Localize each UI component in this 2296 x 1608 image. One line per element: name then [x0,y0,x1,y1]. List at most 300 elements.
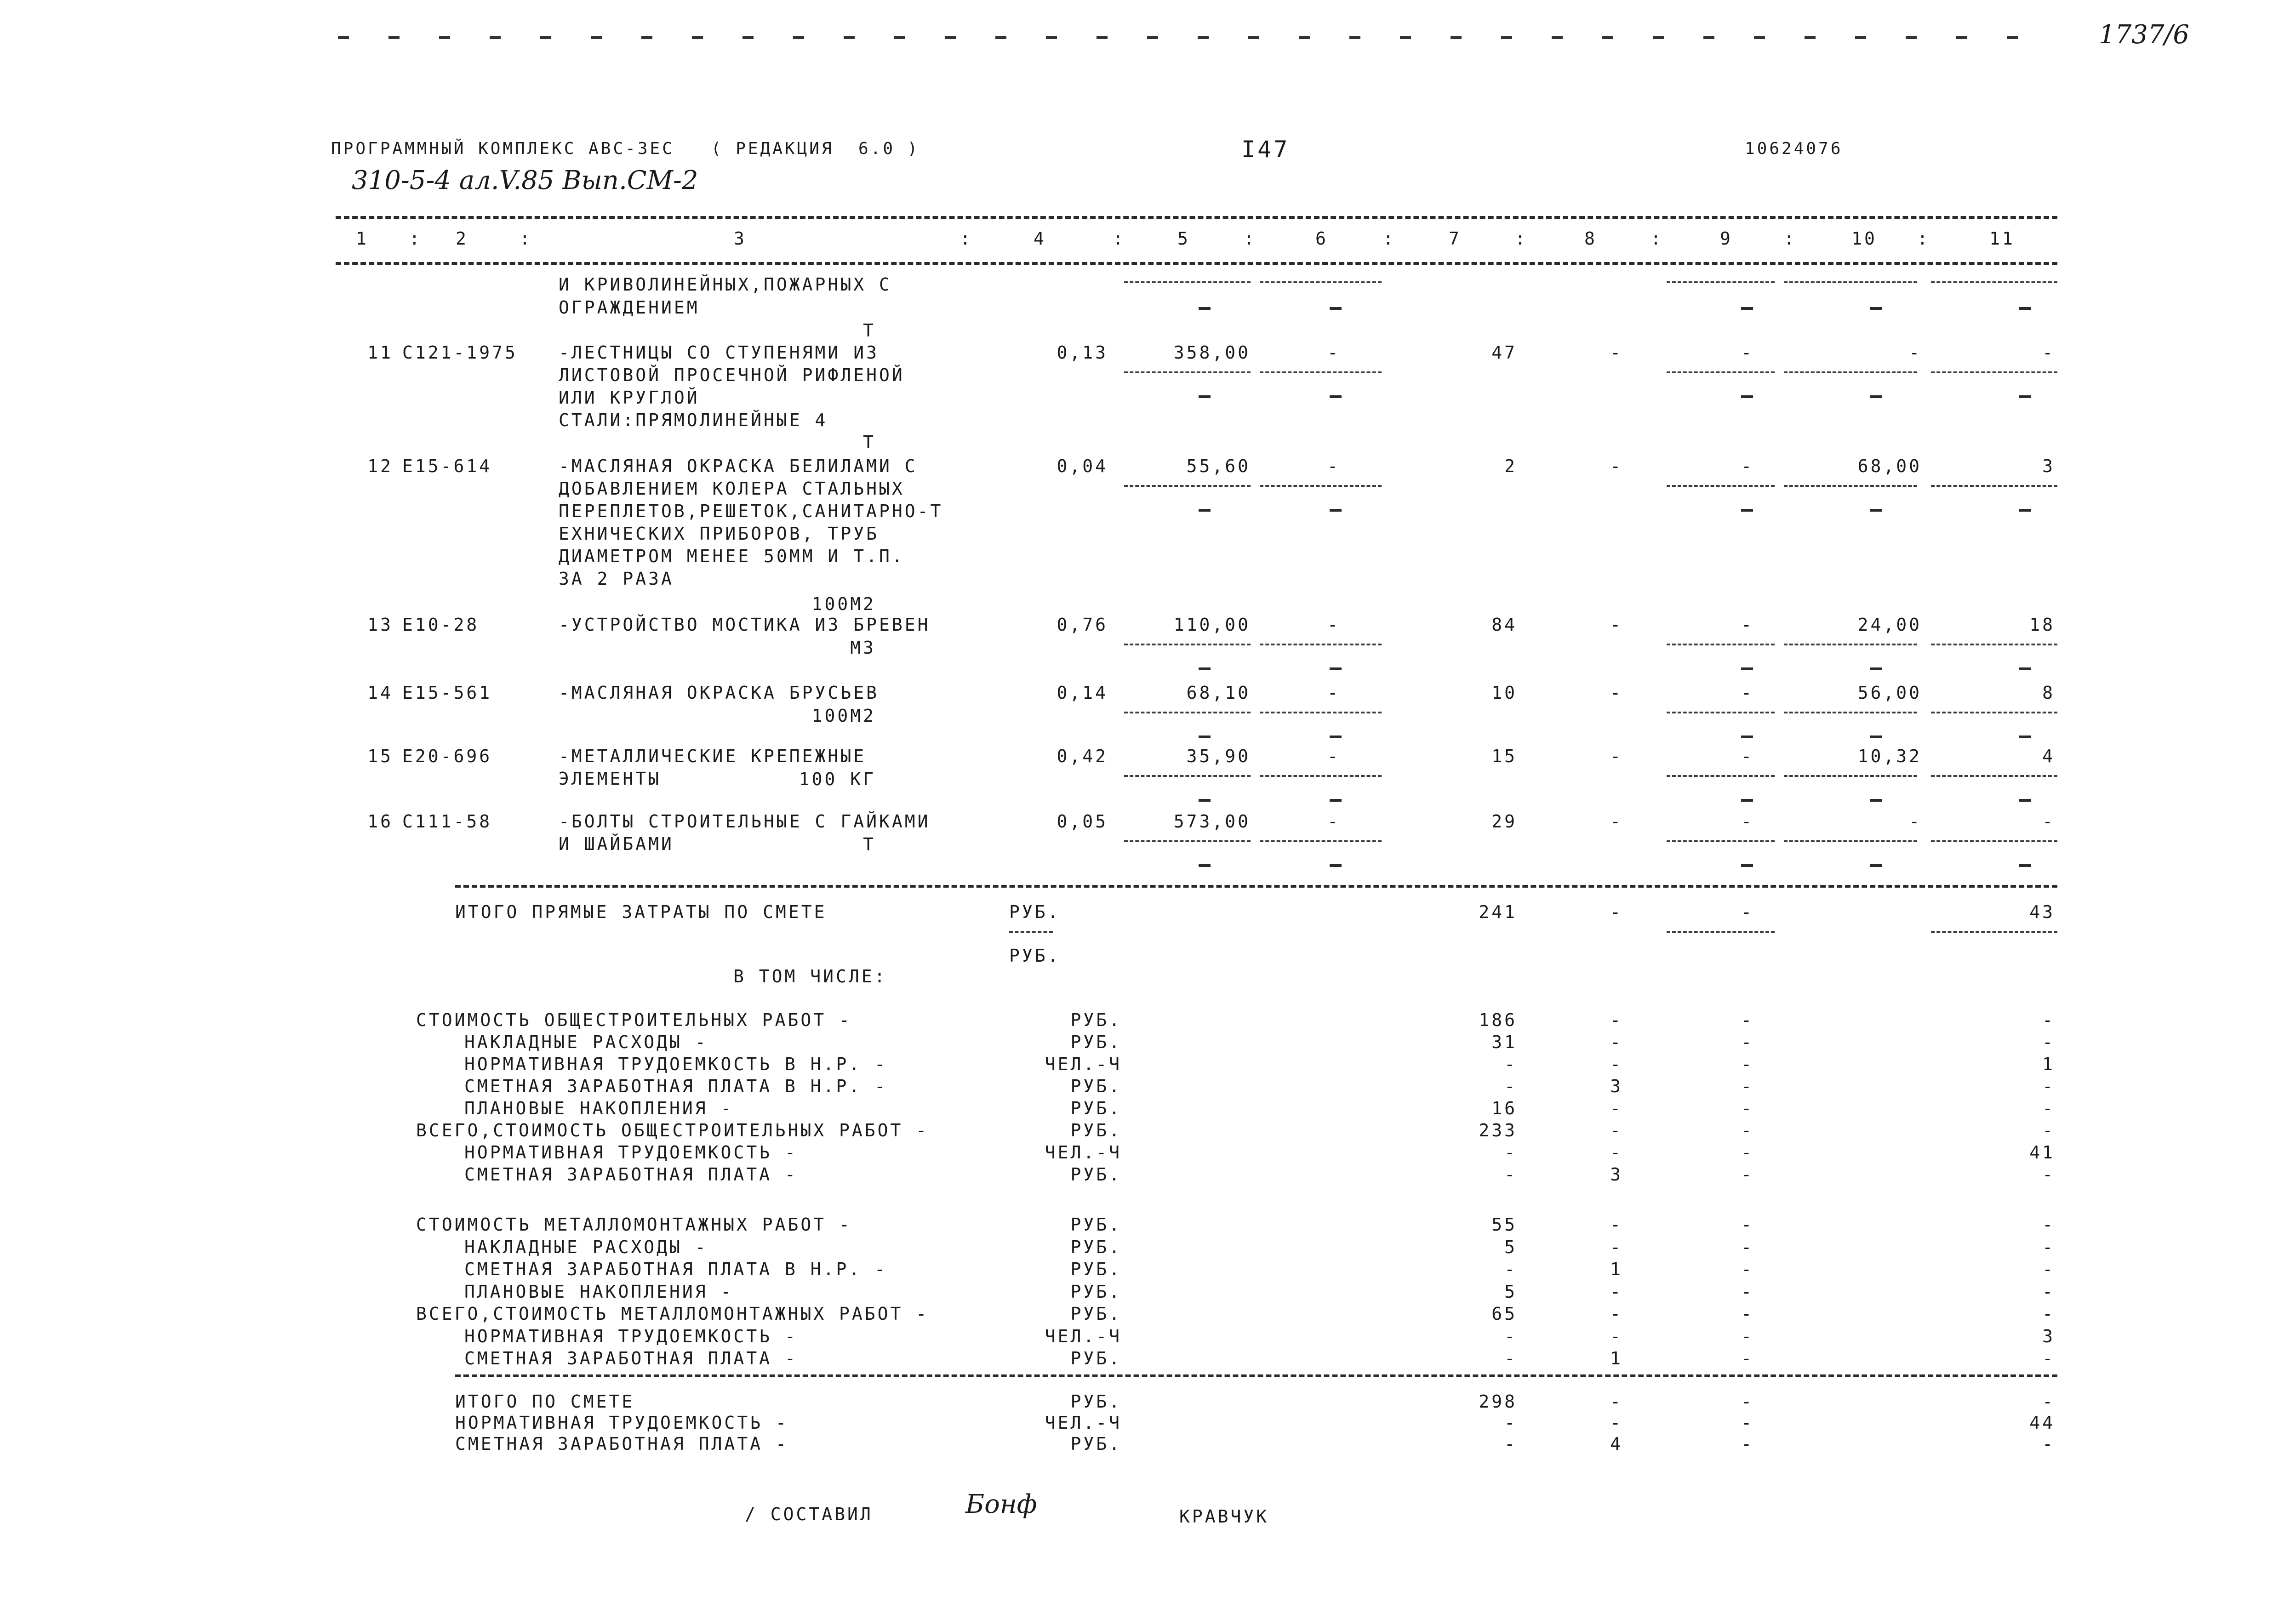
summary-col7: - [1504,1434,1517,1454]
item-col10: 10,32 [1857,746,1922,766]
summary-col11: - [2042,1281,2055,1302]
summary-label: ВСЕГО,СТОИМОСТЬ МЕТАЛЛОМОНТАЖНЫХ РАБОТ - [416,1304,929,1324]
summary-col7: - [1504,1326,1517,1346]
page-number: I47 [1241,136,1290,163]
item-code: С111-58 [402,811,492,832]
summary-col11: - [2042,1010,2055,1030]
summary-col9: - [1741,1391,1754,1412]
item-description: -УСТРОЙСТВО МОСТИКА ИЗ БРЕВЕН [559,615,931,635]
summary-col7: - [1504,1076,1517,1096]
edge-mark [641,36,652,39]
item-description: И ШАЙБАМИ [559,834,674,854]
summary-label: НОРМАТИВНАЯ ТРУДОЕМКОСТЬ - [464,1326,798,1346]
summary-col11: 41 [2029,1142,2055,1163]
summary-label: СМЕТНАЯ ЗАРАБОТНАЯ ПЛАТА - [464,1348,798,1369]
placeholder-dash [2019,667,2031,670]
summary-label: НОРМАТИВНАЯ ТРУДОЕМКОСТЬ - [464,1142,798,1163]
placeholder-dash [1870,736,1882,738]
summary-col8: - [1610,1413,1623,1433]
item-code: Е20-696 [402,746,492,766]
subtotal-rule [1260,712,1382,713]
item-code: Е15-561 [402,683,492,703]
item-col8: - [1610,746,1623,766]
summary-col11: - [2042,1164,2055,1185]
edge-mark [1451,36,1462,39]
placeholder-dash [2019,736,2031,738]
item-description: ДОБАВЛЕНИЕМ КОЛЕРА СТАЛЬНЫХ [559,479,905,499]
item-description: ОГРАЖДЕНИЕМ [559,297,700,318]
subtotal-rule [1931,371,2057,373]
subtotal-rule [1667,644,1775,645]
item-number: 14 [367,683,393,703]
item-description: ЭЛЕМЕНТЫ [559,769,662,789]
summary-col7: 233 [1479,1120,1517,1140]
summary-col7: - [1504,1054,1517,1074]
placeholder-dash [1741,736,1753,738]
item-number: 12 [367,456,393,476]
summary-col7: - [1504,1259,1517,1279]
edge-mark [1805,36,1816,39]
summary-col8: 1 [1610,1259,1623,1279]
dashed-rule [455,885,2057,888]
subtotal-rule [1124,775,1251,777]
subtotal-rule [1124,840,1251,842]
summary-col11: - [2042,1259,2055,1279]
placeholder-dash [2019,395,2031,398]
placeholder-dash [2019,307,2031,310]
placeholder-dash [1330,307,1342,310]
item-quantity: 0,13 [1057,342,1108,363]
placeholder-dash [1330,736,1342,738]
subtotal-rule [1784,840,1917,842]
column-separator: : [520,228,532,249]
edge-mark [1906,36,1917,39]
summary-label: СТОИМОСТЬ МЕТАЛЛОМОНТАЖНЫХ РАБОТ - [416,1215,852,1235]
placeholder-dash [1199,864,1211,867]
item-col11: 3 [2042,456,2055,476]
subtotal-rule [1009,931,1053,933]
summary-col8: 3 [1610,1164,1623,1185]
placeholder-dash [1330,395,1342,398]
item-unit: 100 КГ [799,769,876,789]
subtotal-rule [1260,775,1382,777]
summary-col9: - [1741,1326,1754,1346]
subtotal-rule [1667,775,1775,777]
item-col11: - [2042,811,2055,832]
summary-unit: РУБ. [1070,1076,1122,1096]
edge-mark [945,36,956,39]
item-col9: - [1741,615,1754,635]
summary-label: НАКЛАДНЫЕ РАСХОДЫ - [464,1032,708,1052]
column-header: 3 [734,228,747,249]
program-title: ПРОГРАММНЫЙ КОМПЛЕКС АВС-3ЕС ( РЕДАКЦИЯ 6.0 ) [331,139,920,158]
edge-mark [894,36,905,39]
subtotal-rule [1931,931,2057,933]
placeholder-dash [1741,307,1753,310]
summary-unit: РУБ. [1070,1164,1122,1185]
summary-col9: - [1741,1413,1754,1433]
subtotal-rule [1784,644,1917,645]
column-separator: : [1917,228,1930,249]
item-unit-price: 358,00 [1173,342,1251,363]
item-col6: - [1327,456,1340,476]
item-number: 13 [367,615,393,635]
edge-mark [995,36,1006,39]
placeholder-dash [1199,736,1211,738]
summary-label: СМЕТНАЯ ЗАРАБОТНАЯ ПЛАТА - [464,1164,798,1185]
summary-unit: ЧЕЛ.-Ч [1045,1054,1122,1074]
summary-col8: - [1610,1098,1623,1118]
summary-col8: - [1610,1054,1623,1074]
summary-col8: 1 [1610,1348,1623,1369]
summary-col8: - [1610,1281,1623,1302]
item-quantity: 0,42 [1057,746,1108,766]
edge-mark [742,36,754,39]
subtotal-rule [1667,485,1775,487]
subtotal-rule [1124,371,1251,373]
subtotal-rule [1124,281,1251,283]
summary-col11: - [2042,1348,2055,1369]
summary-col11: - [2042,1391,2055,1412]
summary-col9: - [1741,1098,1754,1118]
total-direct-col7: 241 [1479,902,1517,922]
summary-col7: 65 [1491,1304,1517,1324]
summary-col9: - [1741,1281,1754,1302]
summary-col9: - [1741,1215,1754,1235]
item-col11: 8 [2042,683,2055,703]
item-description: -БОЛТЫ СТРОИТЕЛЬНЫЕ С ГАЙКАМИ [559,811,931,832]
edge-mark [591,36,602,39]
summary-col9: - [1741,1032,1754,1052]
summary-col11: - [2042,1098,2055,1118]
edge-mark [1501,36,1512,39]
item-unit: М3 [850,638,876,658]
summary-col7: - [1504,1142,1517,1163]
dashed-rule [336,262,2057,265]
placeholder-dash [1330,799,1342,802]
item-col10: - [1909,342,1922,363]
summary-unit: РУБ. [1070,1281,1122,1302]
placeholder-dash [1741,667,1753,670]
item-col8: - [1610,683,1623,703]
subtotal-rule [1931,281,2057,283]
total-direct-unit: РУБ. [1009,902,1061,922]
column-header: 8 [1584,228,1597,249]
summary-label: СМЕТНАЯ ЗАРАБОТНАЯ ПЛАТА В Н.Р. - [464,1259,887,1279]
summary-col8: - [1610,1032,1623,1052]
placeholder-dash [1330,864,1342,867]
placeholder-dash [1741,864,1753,867]
placeholder-dash [2019,509,2031,512]
edge-mark [338,36,349,39]
item-col11: 18 [2029,615,2055,635]
edge-mark [1198,36,1209,39]
summary-col11: 44 [2029,1413,2055,1433]
column-header: 2 [456,228,468,249]
item-col6: - [1327,746,1340,766]
item-code: С121-1975 [402,342,518,363]
summary-label: НОРМАТИВНАЯ ТРУДОЕМКОСТЬ - [455,1413,788,1433]
subtotal-rule [1784,485,1917,487]
summary-col9: - [1741,1259,1754,1279]
summary-col11: - [2042,1215,2055,1235]
total-direct-label: ИТОГО ПРЯМЫЕ ЗАТРАТЫ ПО СМЕТЕ [455,902,827,922]
column-header: 4 [1034,228,1046,249]
placeholder-dash [1741,395,1753,398]
column-separator: : [1784,228,1797,249]
item-total: 84 [1491,615,1517,635]
column-header: 11 [1989,228,2015,249]
edge-mark [1703,36,1714,39]
dashed-rule [455,1374,2057,1377]
summary-col9: - [1741,1010,1754,1030]
placeholder-dash [2019,864,2031,867]
summary-unit: РУБ. [1070,1010,1122,1030]
item-unit: Т [863,432,876,452]
placeholder-dash [1199,799,1211,802]
placeholder-dash [1870,667,1882,670]
item-col9: - [1741,746,1754,766]
item-col9: - [1741,342,1754,363]
subtotal-rule [1667,371,1775,373]
column-separator: : [960,228,973,249]
item-total: 47 [1491,342,1517,363]
summary-col9: - [1741,1348,1754,1369]
edge-mark [1602,36,1613,39]
item-number: 16 [367,811,393,832]
item-col8: - [1610,615,1623,635]
column-separator: : [1113,228,1125,249]
placeholder-dash [1741,509,1753,512]
column-separator: : [409,228,422,249]
summary-col9: - [1741,1076,1754,1096]
placeholder-dash [1870,799,1882,802]
item-col9: - [1741,456,1754,476]
summary-col9: - [1741,1164,1754,1185]
total-direct-col11: 43 [2029,902,2055,922]
subtotal-rule [1667,840,1775,842]
placeholder-dash [1199,395,1211,398]
summary-unit: РУБ. [1070,1098,1122,1118]
item-description: -МЕТАЛЛИЧЕСКИЕ КРЕПЕЖНЫЕ [559,746,867,766]
item-description: ИЛИ КРУГЛОЙ [559,388,700,408]
composed-by-label: / СОСТАВИЛ [745,1504,873,1524]
summary-label: ПЛАНОВЫЕ НАКОПЛЕНИЯ - [464,1281,734,1302]
item-total: 15 [1491,746,1517,766]
item-total: 29 [1491,811,1517,832]
edge-mark [692,36,703,39]
summary-label: СТОИМОСТЬ ОБЩЕСТРОИТЕЛЬНЫХ РАБОТ - [416,1010,852,1030]
summary-col11: 3 [2042,1326,2055,1346]
item-description: ЗА 2 РАЗА [559,569,674,589]
item-description: ПЕРЕПЛЕТОВ,РЕШЕТОК,САНИТАРНО-Т [559,501,943,521]
summary-unit: РУБ. [1070,1120,1122,1140]
total-direct-unit2: РУБ. [1009,946,1061,966]
summary-unit: ЧЕЛ.-Ч [1045,1142,1122,1163]
item-col6: - [1327,615,1340,635]
summary-col7: - [1504,1164,1517,1185]
edge-mark [1299,36,1310,39]
placeholder-dash [1330,509,1342,512]
placeholder-dash [1741,799,1753,802]
summary-col7: 5 [1504,1281,1517,1302]
item-quantity: 0,04 [1057,456,1108,476]
dashed-rule [336,216,2057,219]
item-col10: - [1909,811,1922,832]
document-code: 10624076 [1745,139,1843,158]
item-description: СТАЛИ:ПРЯМОЛИНЕЙНЫЕ 4 [559,410,828,430]
item-code: Е10-28 [402,615,480,635]
subtotal-rule [1931,644,2057,645]
summary-unit: РУБ. [1070,1237,1122,1257]
subtotal-rule [1260,485,1382,487]
item-description: ДИАМЕТРОМ МЕНЕЕ 50ММ И Т.П. [559,546,905,566]
summary-col8: 3 [1610,1076,1623,1096]
summary-unit: РУБ. [1070,1259,1122,1279]
summary-unit: РУБ. [1070,1215,1122,1235]
subtotal-rule [1784,775,1917,777]
summary-col11: - [2042,1120,2055,1140]
summary-unit: РУБ. [1070,1032,1122,1052]
subtotal-rule [1124,644,1251,645]
subtotal-rule [1784,712,1917,713]
summary-col8: - [1610,1326,1623,1346]
summary-col11: 1 [2042,1054,2055,1074]
summary-unit: РУБ. [1070,1391,1122,1412]
edge-mark [1855,36,1866,39]
item-col11: 4 [2042,746,2055,766]
edge-mark [1653,36,1664,39]
item-col8: - [1610,342,1623,363]
edge-mark [844,36,855,39]
summary-col8: - [1610,1142,1623,1163]
item-quantity: 0,05 [1057,811,1108,832]
placeholder-dash [1870,509,1882,512]
edge-mark [540,36,551,39]
edge-mark [1956,36,1967,39]
summary-col11: - [2042,1237,2055,1257]
summary-label: НОРМАТИВНАЯ ТРУДОЕМКОСТЬ В Н.Р. - [464,1054,887,1074]
column-header: 6 [1315,228,1328,249]
edge-mark [388,36,400,39]
item-unit: 100М2 [811,594,876,614]
edge-mark [1754,36,1765,39]
column-header: 7 [1449,228,1462,249]
placeholder-dash [1870,864,1882,867]
summary-col11: - [2042,1434,2055,1454]
item-col9: - [1741,683,1754,703]
column-separator: : [1244,228,1257,249]
item-total: 2 [1504,456,1517,476]
column-header: 9 [1720,228,1733,249]
subtotal-rule [1260,840,1382,842]
handwritten-reference: 310-5-4 ал.V.85 Вып.СМ-2 [352,165,698,195]
item-col6: - [1327,342,1340,363]
summary-col8: - [1610,1304,1623,1324]
subtotal-rule [1260,644,1382,645]
item-col10: 24,00 [1857,615,1922,635]
summary-col9: - [1741,1054,1754,1074]
summary-unit: ЧЕЛ.-Ч [1045,1326,1122,1346]
item-description: -МАСЛЯНАЯ ОКРАСКА БРУСЬЕВ [559,683,879,703]
placeholder-dash [1330,667,1342,670]
item-unit-price: 110,00 [1173,615,1251,635]
summary-col7: 55 [1491,1215,1517,1235]
summary-col7: - [1504,1413,1517,1433]
item-number: 11 [367,342,393,363]
item-total: 10 [1491,683,1517,703]
item-col10: 56,00 [1857,683,1922,703]
summary-col9: - [1741,1237,1754,1257]
summary-col7: - [1504,1348,1517,1369]
placeholder-dash [1199,307,1211,310]
edge-mark [793,36,804,39]
corner-handwritten-note: 1737/6 [2099,20,2190,50]
subtotal-rule [1260,281,1382,283]
item-number: 15 [367,746,393,766]
edge-mark [1248,36,1259,39]
summary-col9: - [1741,1120,1754,1140]
summary-col8: - [1610,1120,1623,1140]
item-col9: - [1741,811,1754,832]
subtotal-rule [1667,281,1775,283]
item-col8: - [1610,456,1623,476]
edge-mark [490,36,501,39]
summary-col9: - [1741,1142,1754,1163]
total-direct-col9: - [1741,902,1754,922]
column-separator: : [1651,228,1663,249]
subtotal-rule [1260,371,1382,373]
edge-mark [1046,36,1057,39]
subtotal-rule [1784,281,1917,283]
item-unit-price: 68,10 [1186,683,1251,703]
summary-col8: - [1610,1237,1623,1257]
subtotal-rule [1667,931,1775,933]
item-unit-price: 55,60 [1186,456,1251,476]
signature: Бонф [965,1489,1037,1519]
summary-label: НАКЛАДНЫЕ РАСХОДЫ - [464,1237,708,1257]
subtotal-rule [1124,712,1251,713]
item-description: -ЛЕСТНИЦЫ СО СТУПЕНЯМИ ИЗ [559,342,879,363]
summary-col7: 186 [1479,1010,1517,1030]
item-unit: 100М2 [811,706,876,726]
item-quantity: 0,14 [1057,683,1108,703]
summary-label: СМЕТНАЯ ЗАРАБОТНАЯ ПЛАТА В Н.Р. - [464,1076,887,1096]
summary-col7: 16 [1491,1098,1517,1118]
summary-unit: РУБ. [1070,1434,1122,1454]
summary-unit: ЧЕЛ.-Ч [1045,1413,1122,1433]
column-separator: : [1383,228,1396,249]
edge-mark [1349,36,1360,39]
subtotal-rule [1784,371,1917,373]
item-col6: - [1327,683,1340,703]
subtotal-rule [1124,485,1251,487]
item-description: -МАСЛЯНАЯ ОКРАСКА БЕЛИЛАМИ С [559,456,918,476]
total-direct-col8: - [1610,902,1623,922]
item-unit: Т [863,320,876,341]
placeholder-dash [2019,799,2031,802]
subtotal-rule [1931,775,2057,777]
column-separator: : [1515,228,1528,249]
placeholder-dash [1199,667,1211,670]
edge-mark [439,36,450,39]
item-col8: - [1610,811,1623,832]
summary-col9: - [1741,1304,1754,1324]
summary-unit: РУБ. [1070,1304,1122,1324]
summary-label: СМЕТНАЯ ЗАРАБОТНАЯ ПЛАТА - [455,1434,788,1454]
subtotal-rule [1931,485,2057,487]
item-description: ЛИСТОВОЙ ПРОСЕЧНОЙ РИФЛЕНОЙ [559,365,905,385]
